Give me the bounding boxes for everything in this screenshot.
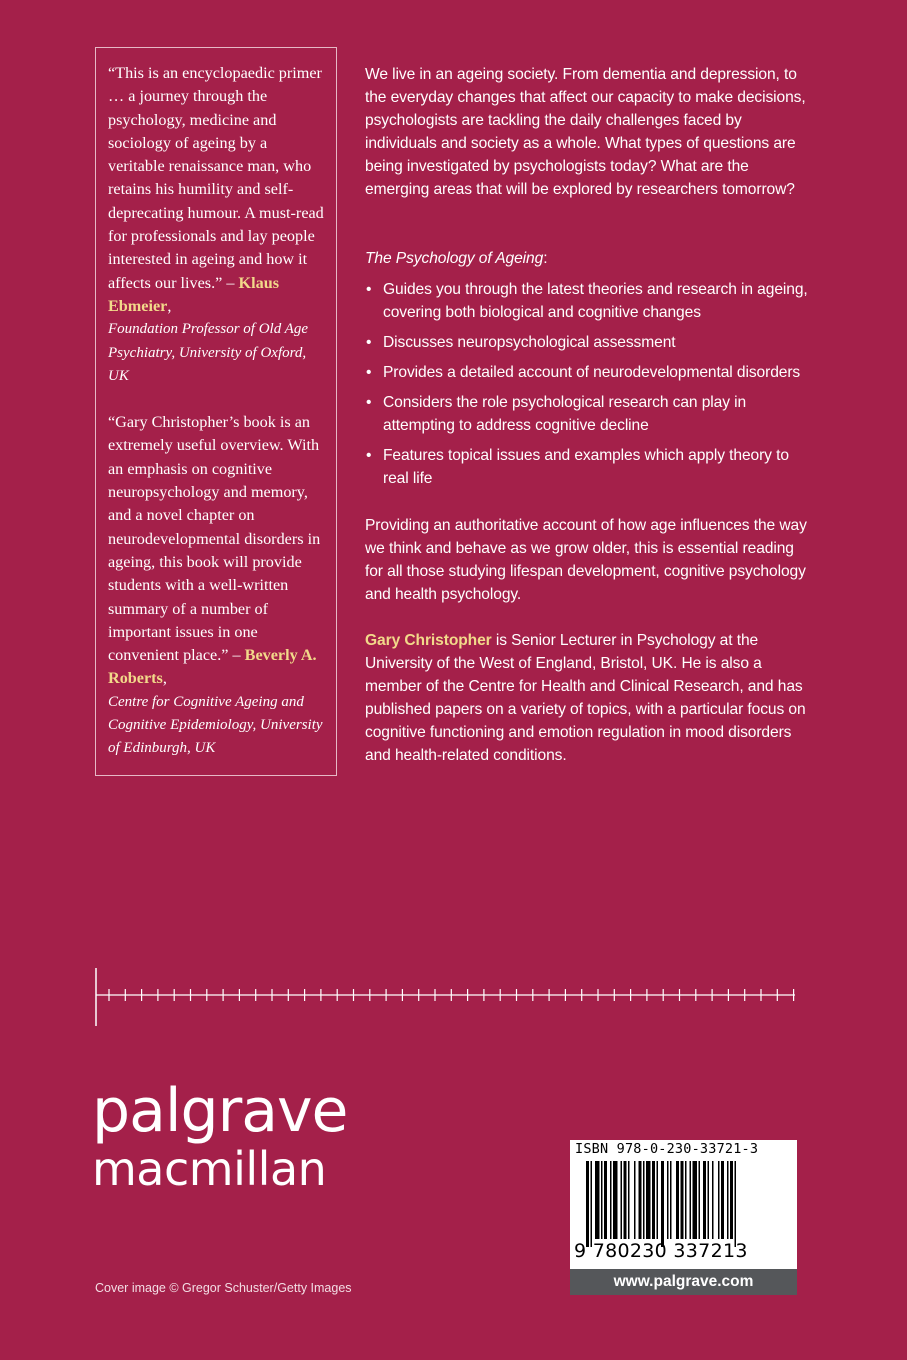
publisher-logo — [92, 1076, 348, 1196]
quote-author-affiliation: Foundation Professor of Old Age Psychiatry, University of Oxford, UK — [108, 321, 308, 384]
quote-text: “This is an encyclopaedic primer … a journey through the psychology, medicine and sociology of ageing by a veritable renaissance man, who retains his humility and self-deprecating humour. A must-read for professionals and lay people interested in ageing and how it affects our lives.” – — [108, 64, 324, 292]
quote-author-name: Klaus Ebmeier — [108, 273, 280, 315]
cover-credit: Cover image © Gregor Schuster/Getty Images — [95, 1281, 352, 1295]
bullet-icon: • — [366, 447, 372, 464]
bullet-icon: • — [366, 334, 372, 351]
feature-list — [365, 278, 815, 490]
feature-text: Considers the role psychological research can play in attempting to address cognitive decline — [383, 394, 747, 434]
summary-paragraph: Providing an authoritative account of how age influences the way we think and behave as we grow older, this is essential reading for all those studying lifespan development, cognitive psychology and health psychology. — [365, 517, 807, 603]
bullet-icon: • — [366, 364, 372, 381]
feature-text: Features topical issues and examples which apply theory to real life — [383, 447, 789, 487]
feature-item — [365, 444, 815, 490]
features-heading — [365, 247, 815, 270]
isbn-label: ISBN 978-0-230-33721-3 — [575, 1141, 759, 1157]
endorsement-quote-1: “This is an encyclopaedic primer … a journey through the psychology, medicine and sociology of ageing by a veritable renaissance man, who retains his humility and self-deprecating humour. A must-read for professionals and lay people interested in ageing and how it affects our lives.” – Klaus Ebmeier, Foundation Professor of Old Age Psychiatry, University of Oxford, UK — [108, 62, 324, 388]
barcode-panel — [570, 1140, 797, 1295]
bullet-icon: • — [366, 281, 372, 298]
endorsement-quote-2: “Gary Christopher’s book is an extremely useful overview. With an emphasis on cognitive neuropsychology and memory, and a novel chapter on neurodevelopmental disorders in ageing, this book will provide students with a well-written summary of a number of important issues in one convenient place.” – Beverly A. Roberts, Centre for Cognitive Ageing and Cognitive Epidemiology, University of Edinburgh, UK — [108, 411, 324, 760]
intro-paragraph: We live in an ageing society. From dementia and depression, to the everyday changes that affect our capacity to make decisions, psychologists are tackling the daily challenges faced by individuals and society as a whole. What types of questions are being investigated by psychologists today? What are the emerging areas that will be explored by researchers tomorrow? — [365, 66, 806, 198]
quote-author-affiliation: Centre for Cognitive Ageing and Cognitive Epidemiology, University of Edinburgh, UK — [108, 693, 323, 757]
feature-text: Provides a detailed account of neurodevelopmental disorders — [383, 364, 801, 381]
feature-text: Guides you through the latest theories and research in ageing, covering both biological and cognitive changes — [383, 281, 808, 321]
ruler-decoration — [95, 968, 795, 1026]
endorsement-box — [95, 47, 337, 776]
logo-line-1: palgrave — [92, 1076, 348, 1146]
logo-line-2: macmillan — [92, 1142, 327, 1196]
feature-item — [365, 331, 815, 354]
publisher-website: www.palgrave.com — [570, 1269, 797, 1295]
author-bio-text: is Senior Lecturer in Psychology at the University of the West of England, Bristol, UK. He is also a member of the Centre for Health and Clinical Research, and has published papers on a variety of topics, with a particular focus on cognitive functioning and emotion regulation in mood disorders and health-related conditions. — [365, 632, 806, 764]
book-title: The Psychology of Ageing — [365, 250, 544, 267]
feature-text: Discusses neuropsychological assessment — [383, 334, 676, 351]
author-name: Gary Christopher — [365, 632, 492, 649]
bullet-icon: • — [366, 394, 372, 411]
barcode-digits: 9 780230 337213 — [574, 1240, 748, 1262]
feature-item — [365, 278, 815, 324]
quote-text: “Gary Christopher’s book is an extremely useful overview. With an emphasis on cognitive neuropsychology and memory, and a novel chapter on neurodevelopmental disorders in ageing, this book will provide students with a well-written summary of a number of important issues in one convenient place.” – — [108, 413, 321, 665]
blurb — [365, 63, 815, 767]
heading-colon: : — [543, 250, 548, 267]
author-bio — [365, 629, 815, 767]
quote-author-name: Beverly A. Roberts — [108, 646, 317, 688]
feature-item — [365, 361, 815, 384]
barcode-bars — [586, 1161, 782, 1247]
feature-item — [365, 391, 815, 437]
